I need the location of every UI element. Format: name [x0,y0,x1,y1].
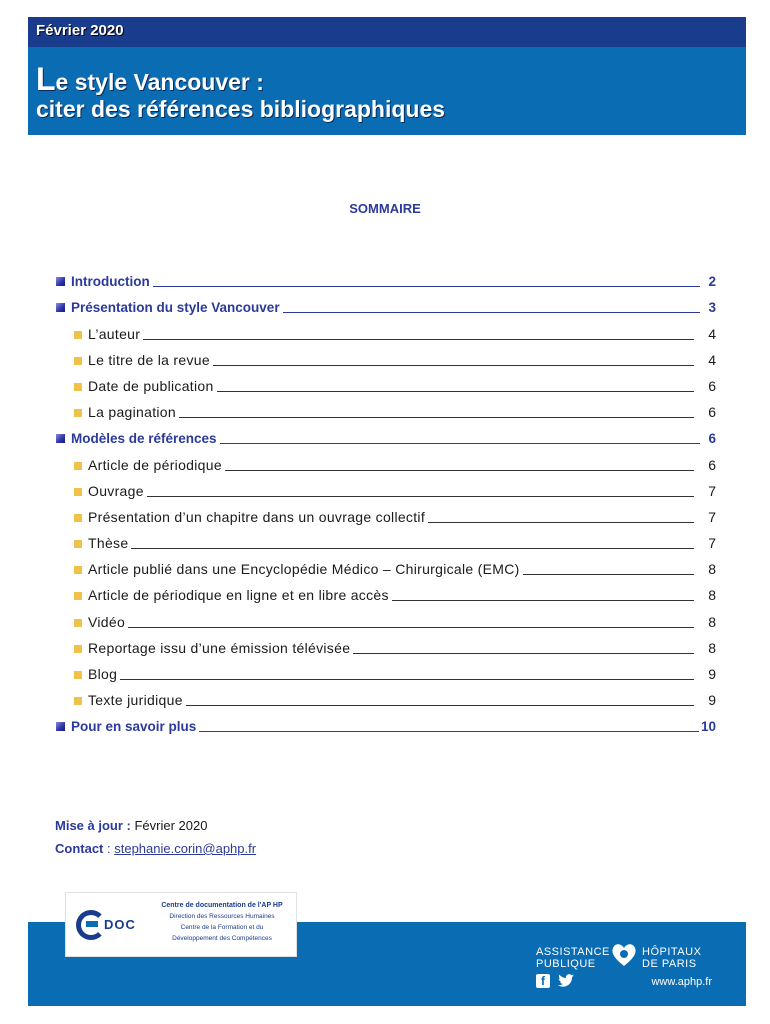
toc-label: Modèles de références [71,431,217,447]
toc-leader [353,653,694,654]
toc-leader [153,286,700,287]
toc-label: L’auteur [88,325,141,342]
toc-label: Texte juridique [88,692,183,709]
toc-leader [213,365,694,366]
toc-leader [143,339,694,340]
cdoc-logo-icon [76,910,146,940]
title-initial: L [36,61,56,97]
toc-leader [147,496,694,497]
update-row [55,818,256,841]
toc-section[interactable] [56,292,716,318]
toc-label: Vidéo [88,613,126,630]
toc-leader [283,312,700,313]
toc-label: Article de périodique en ligne et en libre accès [88,587,389,604]
cdoc-line-1: Centre de documentation de l'AP HP [161,902,283,909]
toc-leader [128,627,694,628]
yellow-bullet-icon [74,671,82,679]
facebook-icon[interactable]: f [536,974,550,988]
toc-label: Reportage issu d’une émission télévisée [88,639,351,656]
aphp-url[interactable]: www.aphp.fr [651,976,712,988]
aphp-logo [534,938,714,998]
cdoc-description [150,901,294,944]
toc-label: Le titre de la revue [88,351,210,368]
toc-leader [392,600,694,601]
toc-leader [428,522,694,523]
yellow-bullet-icon [74,409,82,417]
toc-label: Thèse [88,535,129,552]
toc-page-number: 7 [708,508,716,525]
yellow-bullet-icon [74,697,82,705]
cdoc-line-4: Développement des Compétences [172,935,272,942]
toc-subsection[interactable] [56,606,716,632]
cdoc-logo-text: DOC [104,917,136,932]
page-subtitle: citer des références bibliographiques [36,96,446,122]
twitter-icon[interactable] [558,974,574,988]
toc-label: Article publié dans une Encyclopédie Médico – Chirurgicale (EMC) [88,561,520,578]
yellow-bullet-icon [74,619,82,627]
header-title-block [28,47,746,123]
heart-logo-icon [610,940,638,968]
toc-page-number: 8 [708,587,716,604]
yellow-bullet-icon [74,383,82,391]
aphp-left-line-1: ASSISTANCE [536,946,610,958]
toc-page-number: 6 [708,377,716,394]
toc-page-number: 8 [708,613,716,630]
toc-label: Date de publication [88,377,214,394]
aphp-left-text [536,946,610,970]
toc-page-number: 7 [708,535,716,552]
header-banner [28,17,746,135]
toc-page-number: 6 [708,431,716,447]
contact-row [55,841,256,864]
contact-separator: : [103,841,115,856]
table-of-contents [56,266,716,737]
toc-page-number: 7 [708,482,716,499]
toc-subsection[interactable] [56,554,716,580]
page-title [36,61,746,98]
toc-page-number: 4 [708,351,716,368]
toc-subsection[interactable] [56,476,716,502]
square-bullet-icon [56,722,65,731]
toc-section[interactable] [56,266,716,292]
cdoc-logo-box [66,893,296,956]
toc-leader [120,679,694,680]
toc-page-number: 8 [708,639,716,656]
yellow-bullet-icon [74,462,82,470]
yellow-bullet-icon [74,540,82,548]
toc-page-number: 6 [708,404,716,421]
toc-page-number: 3 [708,300,716,316]
yellow-bullet-icon [74,566,82,574]
toc-page-number: 6 [708,456,716,473]
toc-label: Pour en savoir plus [71,719,197,735]
toc-subsection[interactable] [56,502,716,528]
toc-section[interactable] [56,423,716,449]
yellow-bullet-icon [74,592,82,600]
square-bullet-icon [56,277,65,286]
toc-subsection[interactable] [56,449,716,475]
toc-subsection[interactable] [56,318,716,344]
yellow-bullet-icon [74,357,82,365]
toc-leader [225,470,694,471]
yellow-bullet-icon [74,514,82,522]
toc-subsection[interactable] [56,580,716,606]
toc-subsection[interactable] [56,345,716,371]
toc-page-number: 10 [700,719,716,735]
aphp-right-line-1: HÔPITAUX [642,946,702,958]
toc-leader [217,391,694,392]
toc-subsection[interactable] [56,528,716,554]
aphp-right-line-2: DE PARIS [642,958,697,970]
toc-page-number: 8 [708,561,716,578]
header-date: Février 2020 [36,22,124,39]
toc-label: Présentation d’un chapitre dans un ouvrage collectif [88,508,426,525]
toc-subsection[interactable] [56,397,716,423]
header-date-bar [28,17,746,47]
toc-page-number: 4 [708,325,716,342]
contact-email-link[interactable]: stephanie.corin@aphp.fr [114,841,257,856]
toc-label: Article de périodique [88,456,222,473]
toc-leader [179,417,694,418]
toc-label: Introduction [71,274,150,290]
toc-leader [186,705,694,706]
toc-subsection[interactable] [56,633,716,659]
aphp-right-text [642,946,701,970]
cdoc-line-3: Centre de la Formation et du [180,924,264,931]
document-meta [55,818,256,864]
toc-subsection[interactable] [56,659,716,685]
social-links [536,974,574,988]
toc-label: La pagination [88,404,176,421]
toc-label: Ouvrage [88,482,144,499]
yellow-bullet-icon [74,488,82,496]
yellow-bullet-icon [74,645,82,653]
square-bullet-icon [56,303,65,312]
toc-page-number: 9 [708,692,716,709]
toc-subsection[interactable] [56,371,716,397]
toc-leader [131,548,694,549]
toc-leader [220,443,700,444]
update-label: Mise à jour : [55,818,131,833]
toc-subsection[interactable] [56,685,716,711]
toc-section[interactable] [56,711,716,737]
aphp-left-line-2: PUBLIQUE [536,958,596,970]
contact-label: Contact [55,841,104,856]
square-bullet-icon [56,434,65,443]
sommaire-heading: SOMMAIRE [349,201,421,216]
toc-page-number: 9 [708,666,716,682]
toc-leader [523,574,694,575]
update-value: Février 2020 [134,818,208,833]
toc-label: Présentation du style Vancouver [71,300,280,316]
title-rest: e style Vancouver : [55,69,264,95]
cdoc-line-2: Direction des Ressources Humaines [169,913,275,920]
toc-page-number: 2 [708,274,716,290]
toc-leader [199,731,699,732]
yellow-bullet-icon [74,331,82,339]
toc-label: Blog [88,666,118,682]
